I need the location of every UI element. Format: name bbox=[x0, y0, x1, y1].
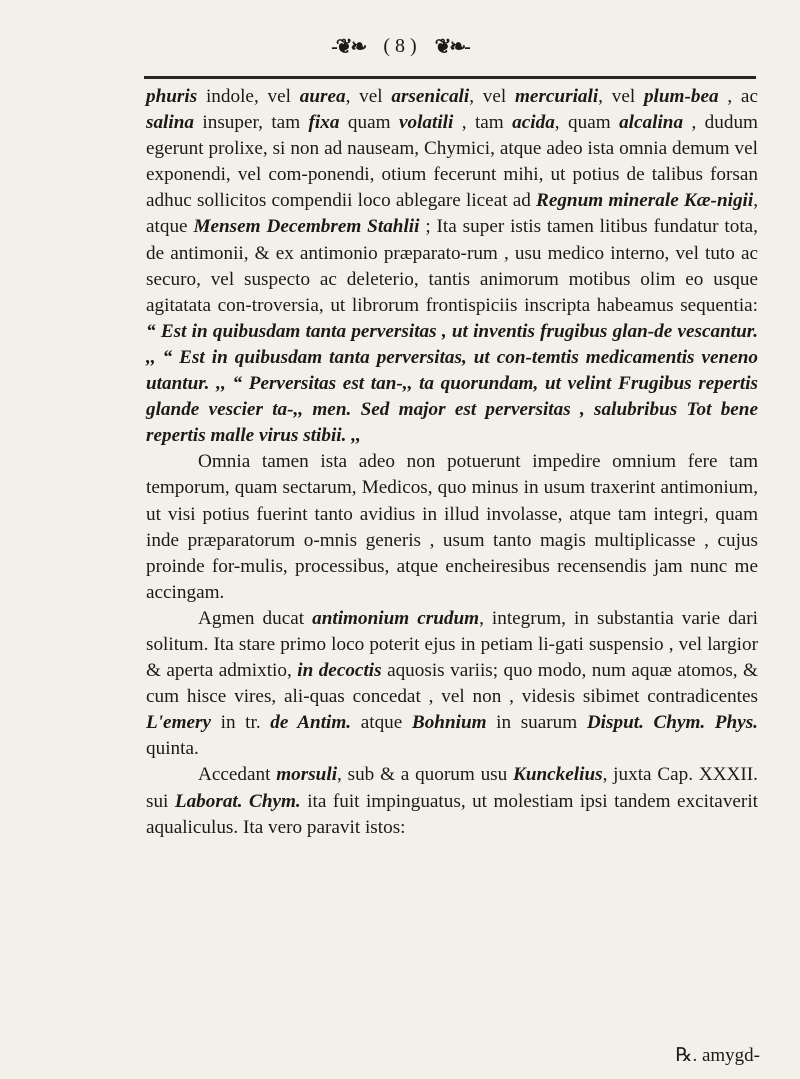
text-run: Agmen ducat bbox=[198, 607, 313, 629]
text-run: indole, vel bbox=[197, 86, 300, 107]
text-run: , vel bbox=[345, 86, 392, 107]
italic-run: plum-bea bbox=[643, 86, 719, 107]
catchword: ℞. amygd- bbox=[675, 1045, 760, 1066]
text-run: , sub & a quorum usu bbox=[337, 764, 514, 786]
text-run: , ac bbox=[718, 86, 758, 107]
italic-run: Kunckelius bbox=[513, 764, 603, 786]
italic-run: “ Est in quibusdam tanta perversitas , ut inventis frugibus glan-de vescantur. ,, “ Est in quibusdam tanta perversitas, ut con-temtis medicamentis veneno utantur. ,, “ Perversitas est tan-,, ta quorundam, ut velint Frugibus repertis glande vescier ta-,, men. Sed major est perversitas , salubribus Tot bene repertis malle virus stibii. ,, bbox=[146, 320, 758, 447]
italic-run: antimonium crudum bbox=[312, 607, 480, 629]
italic-run: Regnum minerale Kæ-nigii bbox=[536, 190, 754, 212]
text-run: quam bbox=[339, 112, 399, 134]
italic-run: Bohnium bbox=[411, 712, 487, 734]
italic-run: arsenicali bbox=[391, 86, 470, 107]
paragraph bbox=[146, 84, 758, 449]
ornament-right: ❦❧- bbox=[434, 36, 469, 58]
paragraph bbox=[146, 606, 758, 763]
paragraph bbox=[146, 449, 758, 606]
italic-run: Disput. Chym. Phys. bbox=[586, 712, 758, 734]
italic-run: mercuriali bbox=[515, 86, 599, 107]
text-run: , vel bbox=[469, 86, 515, 107]
italic-run: fixa bbox=[308, 112, 340, 134]
page-header bbox=[0, 34, 800, 70]
text-run: , tam bbox=[453, 112, 513, 134]
italic-run: phuris bbox=[146, 86, 198, 107]
text-run: in tr. bbox=[211, 712, 271, 734]
page-number: ( 8 ) bbox=[383, 35, 417, 57]
text-run: in suarum bbox=[486, 712, 587, 734]
paragraph bbox=[146, 762, 758, 840]
italic-run: acida bbox=[512, 112, 555, 134]
italic-run: in decoctis bbox=[297, 660, 382, 682]
text-run: , quam bbox=[554, 112, 620, 134]
text-run: , juxta Cap. XXXII. sui bbox=[146, 764, 758, 812]
italic-run: de Antim. bbox=[270, 712, 352, 734]
text-run: , integrum, in substantia varie dari solitum. Ita stare primo loco poterit ejus in petiam li-gati suspensio , vel largior & aperta admixtio, bbox=[146, 607, 758, 682]
italic-run: salina bbox=[146, 112, 194, 134]
italic-run: morsuli bbox=[276, 764, 338, 786]
text-run: ita fuit impinguatus, ut molestiam ipsi tandem excitaverit aqualiculus. Ita vero paravit istos: bbox=[146, 790, 758, 838]
text-run: ; Ita super istis tamen litibus fundatur tota, de antimonii, & ex antimonio præparato-rum , usu medico interno, vel tuto ac securo, vel suspecto ac deleterio, tantis animorum motibus olim eo usque agitatata con-troversia, ut librorum frontispiciis inscripta habeamus sequentia: bbox=[146, 216, 758, 316]
text-run: Omnia tamen ista adeo non potuerunt impedire omnium fere tam temporum, quam sectarum, Medicos, quo minus in usum traxerint antimonium, ut visi potius fuerint tanto avidius in illud involasse, atque tam integri, quam inde præparatorum o-mnis generis , usum tanto magis multiplicasse , cujus proinde for-mulis, processibus, atque encheiresibus recensendis jam nunc me accingam. bbox=[146, 451, 758, 603]
italic-run: Mensem Decembrem Stahlii bbox=[193, 216, 420, 238]
text-run: , dudum egerunt prolixe, si non ad nauseam, Chymici, atque adeo ista omnia demum vel exponendi, vel com-ponendi, otium fecerunt mihi, ut potius de talibus forsan adhuc sollicitos compendii loco ablegare liceat ad bbox=[146, 112, 758, 212]
italic-run: L'emery bbox=[146, 712, 211, 734]
header-rule bbox=[144, 76, 756, 79]
text-run: , atque bbox=[146, 190, 758, 238]
italic-run: Laborat. Chym. bbox=[174, 790, 301, 812]
text-run: insuper, tam bbox=[194, 112, 309, 134]
italic-run: aurea bbox=[299, 86, 346, 107]
text-run: , vel bbox=[598, 86, 644, 107]
italic-run: volatili bbox=[398, 112, 454, 134]
text-run: aquosis variis; quo modo, num aquæ atomos, & cum hisce vires, ali-quas concedat , vel non , videsis sibimet contradicentes bbox=[146, 660, 758, 708]
text-run: atque bbox=[351, 712, 412, 734]
italic-run: alcalina bbox=[619, 112, 684, 134]
text-run: Accedant bbox=[198, 764, 277, 786]
ornament-left: -❦❧ bbox=[331, 36, 366, 58]
body-text bbox=[146, 84, 758, 841]
text-run: quinta. bbox=[146, 738, 199, 760]
